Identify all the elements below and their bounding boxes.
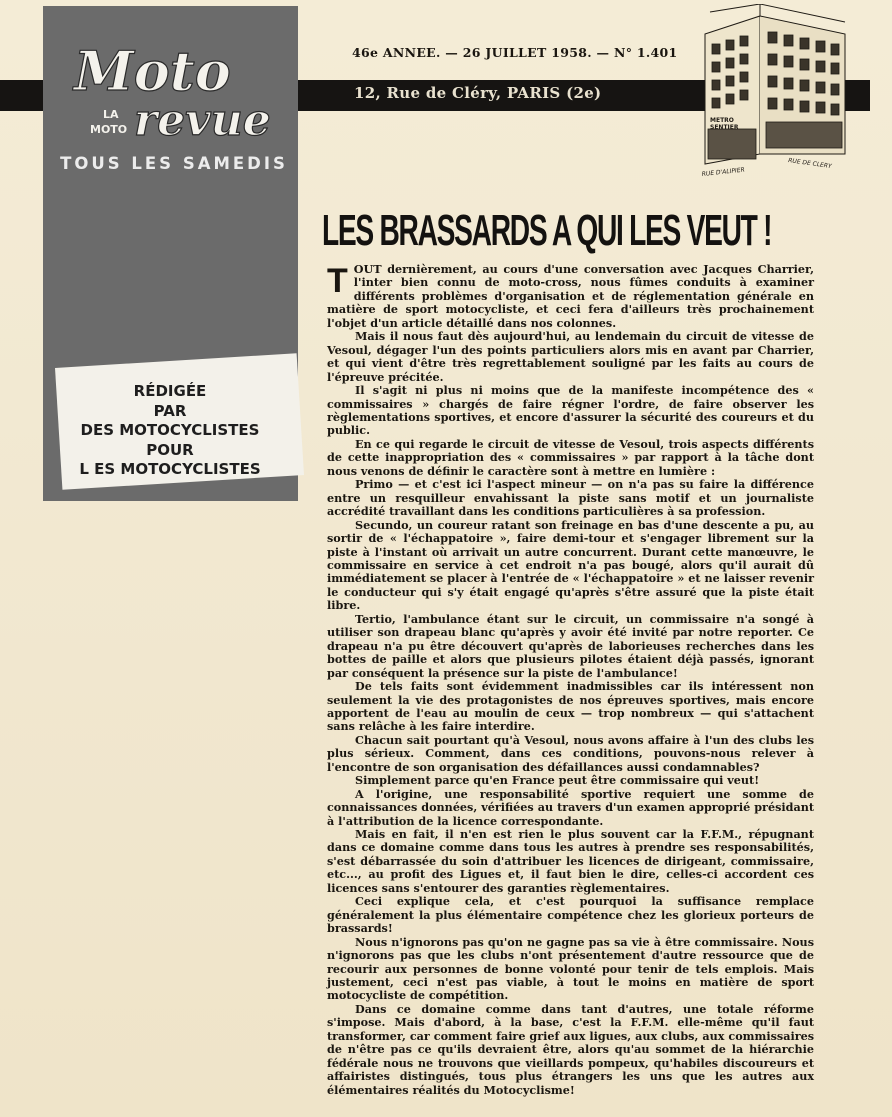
card-line: DES MOTOCYCLISTES (80, 421, 260, 439)
building-sign-sentier: SENTIER (710, 124, 739, 131)
article-body (327, 263, 814, 1097)
article-paragraph: Dans ce domaine comme dans tant d'autres, une totale réforme s'impose. Mais d'abord, à la base, c'est la F.F.M. elle-même qu'il faut transformer, car comment faire grief aux ligues, aux clubs, aux commissaires de n'être pas ce qu'ils devraient être, alors qu'au sommet de la hiérarchie fédérale nous ne trouvons que vieillards pompeux, qu'habiles discoureurs et affairistes distingués, tous plus étrangers les uns que les autres aux élémentaires réalités du Motocyclisme! (327, 1001, 814, 1097)
paragraph-text: OUT dernièrement, au cours d'une conversation avec Jacques Charrier, l'inter bien connu de moto-cross, nous fûmes conduits à examiner différents problèmes d'organisation et de réglementation générale en matière de sport motocycliste, et ceci fera d'ailleurs très prochainement l'objet d'un article détaillé dans nos colonnes. (327, 262, 814, 330)
article-paragraph: Ceci explique cela, et c'est pourquoi la suffisance remplace généralement la plus élémentaire compétence chez les glorieux porteurs de brassards! (327, 894, 814, 936)
card-line: L ES MOTOCYCLISTES (79, 460, 261, 478)
logo-small-moto-text: MOTO (90, 123, 128, 136)
article-headline: LES BRASSARDS A QUI LES VEUT ! (322, 206, 772, 255)
drop-cap: T (327, 262, 348, 300)
card-text (60, 382, 280, 480)
article-paragraph: Simplement parce qu'en France peut être commissaire qui veut! (355, 773, 760, 788)
issue-line: 46e ANNEE. — 26 JUILLET 1958. — N° 1.401 (352, 45, 678, 60)
building-sign-metro: METRO (710, 117, 734, 124)
article-paragraph: Mais il nous faut dès aujourd'hui, au lendemain du circuit de vitesse de Vesoul, dégager l'un des points particuliers alors mis en avant par Charrier, et qui vient d'être très regrettablement souligné par les faits au cours de l'épreuve précitée. (327, 329, 814, 384)
article-paragraph: A l'origine, une responsabilité sportive requiert une somme de connaissances données, vérifiées au travers d'un examen approprié présidant à l'attribution de la licence correspondante. (327, 786, 814, 828)
street-sign-right: RUE DE CLERY (787, 157, 833, 171)
article-paragraph: Il s'agit ni plus ni moins que de la manifeste incompétence des « commissaires » chargés de faire régner l'ordre, de faire observer les règlementations sportives, et encore d'assurer la sécurité des coureurs et du public. (327, 383, 814, 438)
logo-revue-text: revue (134, 95, 271, 142)
card-line: PAR (153, 401, 187, 420)
article-paragraph: Nous n'ignorons pas qu'on ne gagne pas sa vie à être commissaire. Nous n'ignorons pas que les clubs n'ont présentement d'autre ressource que de recourir aux personnes de bonne volonté pour tenir de tels emplois. Mais justement, ceci n'est pas viable, à tout le moins en matière de sport motocycliste de compétition. (327, 934, 814, 1003)
moto-revue-logo (52, 32, 292, 142)
address: 12, Rue de Cléry, PARIS (2e) (354, 84, 602, 102)
article-paragraph: Chacun sait pourtant qu'à Vesoul, nous avons affaire à l'un des clubs les plus sérieux. Comment, dans ces conditions, pouvons-nous relever à l'encontre de son organisation des défaillances aussi condamnables? (327, 732, 814, 774)
card-line: POUR (146, 440, 194, 459)
tagline: TOUS LES SAMEDIS (60, 154, 288, 173)
article-paragraph: Tertio, l'ambulance étant sur le circuit, un commissaire n'a songé à utiliser son drapeau blanc qu'après y avoir été invité par notre reporter. Ce drapeau n'a pu être découvert qu'après de laborieuses recherches dans les bottes de paille et alors que plusieurs pilotes étaient déjà passés, ignorant par conséquent la présence sur la piste de l'ambulance! (327, 611, 814, 680)
card-line: RÉDIGÉE (133, 382, 207, 400)
article-paragraph: Secundo, un coureur ratant son freinage en bas d'une descente a pu, au sortir de « l'échappatoire », faire demi-tour et s'engager librement sur la piste à l'instant où arrivait un autre concurrent. Durant cette manœuvre, le commissaire en service à cet endroit n'a pas bougé, alors qu'il aurait dû immédiatement se placer à l'entrée de « l'échappatoire » et ne laisser revenir le conducteur qui s'y était engagé qu'après s'être assuré que la piste était libre. (327, 517, 814, 613)
street-sign-left: RUE D'ALIPIER (701, 166, 746, 178)
article-paragraph: De tels faits sont évidemment inadmissibles car ils intéressent non seulement la vie des protagonistes de nos épreuves sportives, mais encore apportent de l'eau au moulin de ceux — trop nombreux — qui s'attachent sans relâche à les faire interdire. (327, 679, 814, 734)
article-paragraph: En ce qui regarde le circuit de vitesse de Vesoul, trois aspects différents de cette inappropriation des « commissaires » par rapport à la tâche dont nous venons de définir le caractère sont à mettre en lumière : (327, 436, 814, 478)
article-paragraph (327, 263, 814, 330)
logo-moto-text: Moto (74, 39, 231, 103)
article-paragraph: Mais en fait, il n'en est rien le plus souvent car la F.F.M., répugnant dans ce domaine comme dans tous les autres à prendre ses responsabilités, s'est débarrassée du soin d'attribuer les licences de dirigeant, commissaire, etc..., au profit des Ligues et, il faut bien le dire, celles-ci accordent ces licences sans s'entourer des garanties règlementaires. (327, 827, 814, 895)
article-paragraph: Primo — et c'est ici l'aspect mineur — on n'a pas su faire la différence entre un resquilleur envahissant la piste sans motif et un journaliste accrédité travaillant dans les conditions particulières à sa profession. (327, 477, 814, 519)
logo-la-text: LA (103, 108, 119, 121)
building-illustration (700, 4, 850, 179)
